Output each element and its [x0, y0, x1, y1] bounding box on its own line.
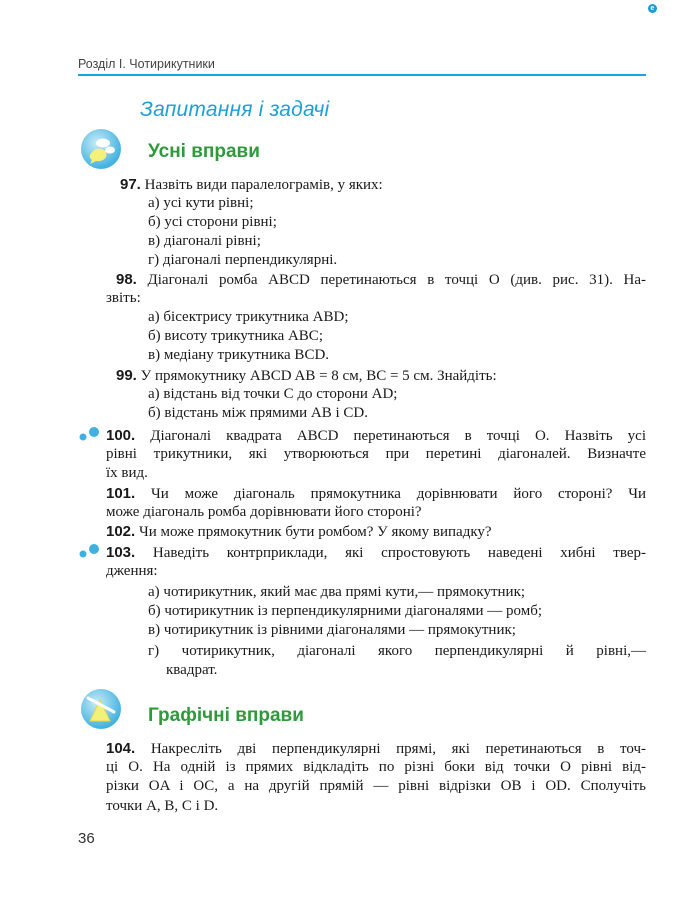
problem-103-cont: дження:: [106, 563, 158, 579]
problem-97-c: в) діагоналі рівні;: [148, 233, 261, 249]
problem-103-d: г) чотирикутник, діагоналі якого перпендикулярні й рівні,—: [148, 643, 646, 659]
problem-102: 102. Чи може прямокутник бути ромбом? У якому випадку?: [106, 523, 492, 540]
problem-100-cont: рівні трикутники, які утворюються при перетині діагоналей. Визначте: [106, 446, 646, 462]
drawing-triangle-icon: [80, 688, 122, 730]
problem-103-d-cont: квадрат.: [166, 662, 218, 678]
problem-97-a: а) усі кути рівні;: [148, 195, 254, 211]
problem-103-b: б) чотирикутник із перпендикулярними діагоналями — ромб;: [148, 603, 543, 619]
problem-97-b: б) усі сторони рівні;: [148, 214, 277, 230]
problem-99-a: а) відстань від точки C до сторони AD;: [148, 386, 398, 402]
header-rule: [78, 74, 646, 76]
problem-98-cont: звіть:: [106, 290, 141, 306]
problem-98: 98. Діагоналі ромба ABCD перетинаються в точці O (див. рис. 31). На-: [116, 271, 647, 288]
page-number: 36: [78, 830, 95, 847]
difficulty-dots-icon: [78, 426, 104, 442]
oral-exercises-title: Усні вправи: [148, 141, 260, 162]
problem-103-a: а) чотирикутник, який має два прямі кути,— прямокутник;: [148, 584, 526, 600]
problem-97-d: г) діагоналі перпендикулярні.: [148, 252, 338, 268]
running-head: Розділ І. Чотирикутники: [78, 57, 215, 71]
section-title: Запитання і задачі: [140, 98, 330, 121]
problem-103: 103. Наведіть контрприклади, які спростовують наведені хибні твер-: [106, 544, 646, 561]
problem-103-c: в) чотирикутник із рівними діагоналями — прямокутник;: [148, 622, 516, 638]
problem-97: 97. Назвіть види паралелограмів, у яких:: [120, 176, 383, 193]
problem-104-l4: точки A, B, C і D.: [106, 798, 219, 814]
problem-101: 101. Чи може діагональ прямокутника дорівнювати його стороні? Чи: [106, 485, 646, 502]
problem-104: 104. Накресліть дві перпендикулярні прямі, які перетинаються в точ-: [106, 740, 646, 757]
problem-99: 99. У прямокутнику ABCD AB = 8 см, BC = 5 см. Знайдіть:: [116, 367, 497, 384]
problem-98-a: а) бісектрису трикутника ABD;: [148, 309, 349, 325]
difficulty-dots-icon: [78, 543, 104, 559]
problem-98-c: в) медіану трикутника BCD.: [148, 347, 330, 363]
problem-98-b: б) висоту трикутника ABC;: [148, 328, 323, 344]
problem-99-b: б) відстань між прямими AB і CD.: [148, 405, 369, 421]
graphic-exercises-title: Графічні вправи: [148, 705, 304, 726]
problem-100: 100. Діагоналі квадрата ABCD перетинаються в точці O. Назвіть усі: [106, 427, 646, 444]
publisher-logo: e: [648, 4, 658, 13]
problem-100-end: їх вид.: [106, 465, 148, 481]
problem-104-l2: ці O. На одній із прямих відкладіть по різні боки від точки O рівні від-: [106, 759, 646, 775]
problem-101-cont: може діагональ ромба дорівнювати його стороні?: [106, 504, 422, 520]
chat-bubbles-icon: [80, 128, 122, 170]
problem-104-l3: різки OA і OC, а на другій прямій — рівні відрізки OB і OD. Сполучіть: [106, 778, 646, 794]
